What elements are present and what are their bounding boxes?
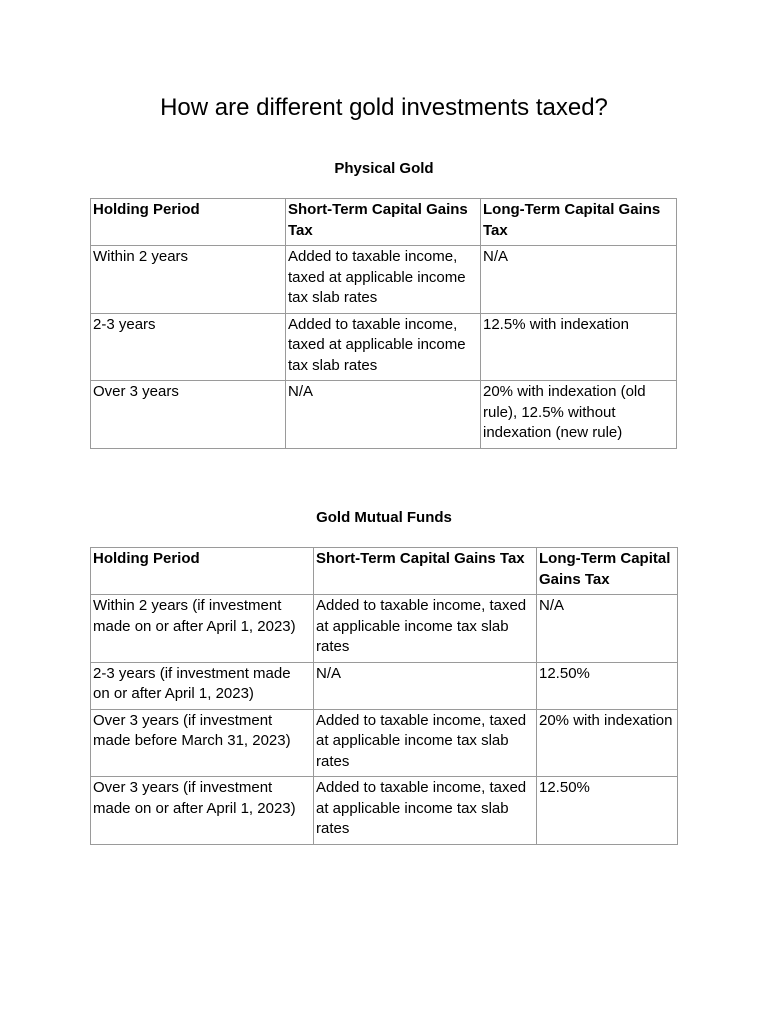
- column-header: Long-Term Capital Gains Tax: [481, 199, 677, 246]
- table-cell: N/A: [481, 246, 677, 314]
- column-header: Holding Period: [91, 548, 314, 595]
- section-title-physical-gold: Physical Gold: [334, 160, 434, 177]
- table-cell: Over 3 years: [91, 381, 286, 449]
- table-cell: 2-3 years: [91, 313, 286, 381]
- table-cell: Added to taxable income, taxed at applicable income tax slab rates: [314, 777, 537, 845]
- table-row: [91, 595, 678, 663]
- table-row: [91, 662, 678, 709]
- column-header: Short-Term Capital Gains Tax: [314, 548, 537, 595]
- section-title-gold-mutual-funds: Gold Mutual Funds: [316, 509, 452, 526]
- table-cell: 12.50%: [537, 777, 678, 845]
- page-title: How are different gold investments taxed?: [160, 94, 608, 121]
- table-cell: Added to taxable income, taxed at applicable income tax slab rates: [314, 709, 537, 777]
- column-header: Holding Period: [91, 199, 286, 246]
- table-header-row: [91, 548, 678, 595]
- table-cell: 12.5% with indexation: [481, 313, 677, 381]
- table-row: [91, 709, 678, 777]
- table-cell: Added to taxable income, taxed at applicable income tax slab rates: [286, 246, 481, 314]
- table-cell: N/A: [314, 662, 537, 709]
- table-row: [91, 777, 678, 845]
- table-row: [91, 313, 677, 381]
- table-cell: 20% with indexation: [537, 709, 678, 777]
- table-row: [91, 381, 677, 449]
- table-cell: Over 3 years (if investment made on or after April 1, 2023): [91, 777, 314, 845]
- table-cell: Over 3 years (if investment made before March 31, 2023): [91, 709, 314, 777]
- table-header-row: [91, 199, 677, 246]
- gold-mutual-funds-tax-table: [90, 547, 678, 845]
- table-cell: N/A: [537, 595, 678, 663]
- physical-gold-tax-table: [90, 198, 677, 449]
- table-cell: 12.50%: [537, 662, 678, 709]
- column-header: Long-Term Capital Gains Tax: [537, 548, 678, 595]
- table-cell: Within 2 years (if investment made on or after April 1, 2023): [91, 595, 314, 663]
- table-cell: Added to taxable income, taxed at applicable income tax slab rates: [286, 313, 481, 381]
- table-cell: Within 2 years: [91, 246, 286, 314]
- table-cell: Added to taxable income, taxed at applicable income tax slab rates: [314, 595, 537, 663]
- table-row: [91, 246, 677, 314]
- table-cell: 2-3 years (if investment made on or after April 1, 2023): [91, 662, 314, 709]
- table-cell: N/A: [286, 381, 481, 449]
- table-cell: 20% with indexation (old rule), 12.5% without indexation (new rule): [481, 381, 677, 449]
- column-header: Short-Term Capital Gains Tax: [286, 199, 481, 246]
